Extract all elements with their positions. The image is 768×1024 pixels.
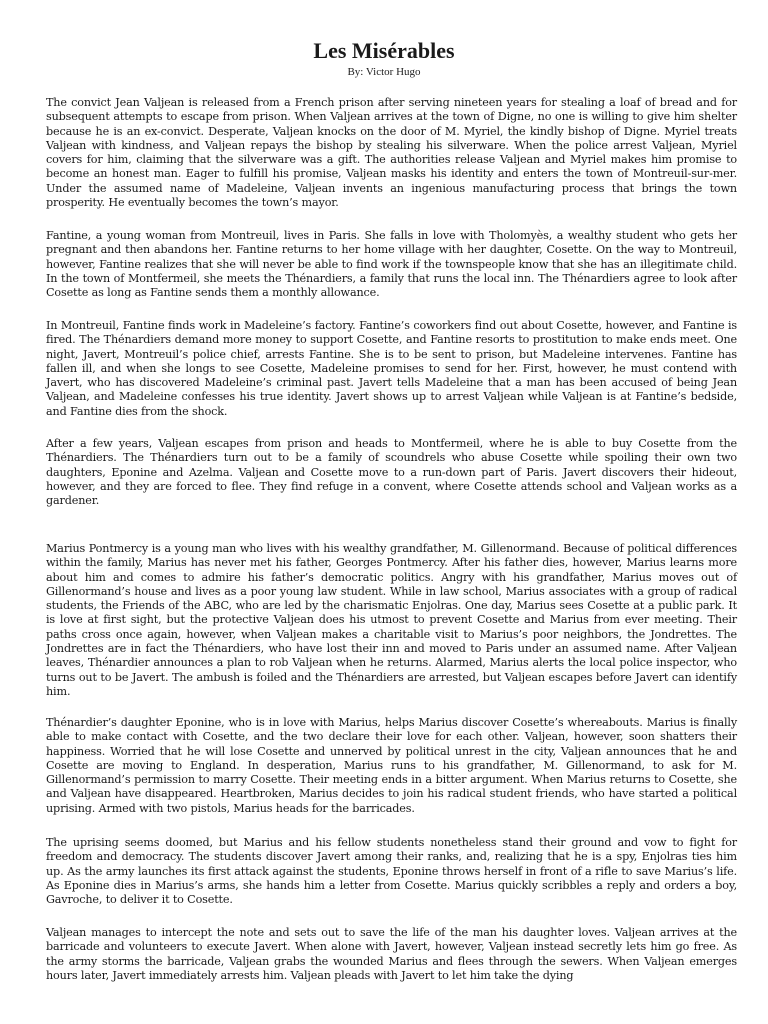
author-byline: By: Victor Hugo	[347, 66, 421, 78]
paragraph-2: Fantine, a young woman from Montreuil, lives in Paris. She falls in love with Tholomyès, a wealthy student who gets her pregnant and then abandons her. Fantine returns to her home village with her daughter, Cosette. On the way to Montreuil, however, Fantine realizes that she will never be able to find work if the townspeople know that she has an illegitimate child. In the town of Montfermeil, she meets the Thénardiers, a family that runs the local inn. The Thénardiers agree to look after Cosette as long as Fantine sends them a monthly allowance.	[46, 229, 737, 300]
paragraph-4: After a few years, Valjean escapes from prison and heads to Montfermeil, where he is able to buy Cosette from the Thénardiers. The Thénardiers turn out to be a family of scoundrels who abuse Cosette while spoiling their own two daughters, Eponine and Azelma. Valjean and Cosette move to a run-down part of Paris. Javert discovers their hideout, however, and they are forced to flee. They find refuge in a convent, where Cosette attends school and Valjean works as a gardener.	[46, 437, 737, 508]
paragraph-7: The uprising seems doomed, but Marius and his fellow students nonetheless stand their ground and vow to fight for freedom and democracy. The students discover Javert among their ranks, and, realizing that he is a spy, Enjolras ties him up. As the army launches its first attack against the students, Eponine throws herself in front of a rifle to save Marius’s life. As Eponine dies in Marius’s arms, she hands him a letter from Cosette. Marius quickly scribbles a reply and orders a boy, Gavroche, to deliver it to Cosette.	[46, 836, 737, 907]
paragraph-8: Valjean manages to intercept the note and sets out to save the life of the man his daughter loves. Valjean arrives at the barricade and volunteers to execute Javert. When alone with Javert, however, Valjean instead secretly lets him go free. As the army storms the barricade, Valjean grabs the wounded Marius and flees through the sewers. When Valjean emerges hours later, Javert immediately arrests him. Valjean pleads with Javert to let him take the dying	[46, 926, 737, 982]
paragraph-1: The convict Jean Valjean is released from a French prison after serving nineteen years for stealing a loaf of bread and for subsequent attempts to escape from prison. When Valjean arrives at the town of Digne, no one is willing to give him shelter because he is an ex-convict. Desperate, Valjean knocks on the door of M. Myriel, the kindly bishop of Digne. Myriel treats Valjean with kindness, and Valjean repays the bishop by stealing his silverware. When the police arrest Valjean, Myriel covers for him, claiming that the silverware was a gift. The authorities release Valjean and Myriel makes him promise to become an honest man. Eager to fulfill his promise, Valjean masks his identity and enters the town of Montreuil-sur-mer. Under the assumed name of Madeleine, Valjean invents an ingenious manufacturing process that brings the town prosperity. He eventually becomes the town’s mayor.	[46, 96, 737, 210]
paragraph-6: Thénardier’s daughter Eponine, who is in love with Marius, helps Marius discover Cosette’s whereabouts. Marius is finally able to make contact with Cosette, and the two declare their love for each other. Valjean, however, soon shatters their happiness. Worried that he will lose Cosette and unnerved by political unrest in the city, Valjean announces that he and Cosette are moving to England. In desperation, Marius runs to his grandfather, M. Gillenormand, to ask for M. Gillenormand’s permission to marry Cosette. Their meeting ends in a bitter argument. When Marius returns to Cosette, she and Valjean have disappeared. Heartbroken, Marius decides to join his radical student friends, who have started a political uprising. Armed with two pistols, Marius heads for the barricades.	[46, 716, 737, 815]
paragraph-3: In Montreuil, Fantine finds work in Madeleine’s factory. Fantine’s coworkers find out about Cosette, however, and Fantine is fired. The Thénardiers demand more money to support Cosette, and Fantine resorts to prostitution to make ends meet. One night, Javert, Montreuil’s police chief, arrests Fantine. She is to be sent to prison, but Madeleine intervenes. Fantine has fallen ill, and when she longs to see Cosette, Madeleine promises to send for her. First, however, he must contend with Javert, who has discovered Madeleine’s criminal past. Javert tells Madeleine that a man has been accused of being Jean Valjean, and Madeleine confesses his true identity. Javert shows up to arrest Valjean while Valjean is at Fantine’s bedside, and Fantine dies from the shock.	[46, 319, 737, 418]
paragraph-5: Marius Pontmercy is a young man who lives with his wealthy grandfather, M. Gillenormand. Because of political differences within the family, Marius has never met his father, Georges Pontmercy. After his father dies, however, Marius learns more about him and comes to admire his father’s democratic politics. Angry with his grandfather, Marius moves out of Gillenormand’s house and lives as a poor young law student. While in law school, Marius associates with a group of radical students, the Friends of the ABC, who are led by the charismatic Enjolras. One day, Marius sees Cosette at a public park. It is love at first sight, but the protective Valjean does his utmost to prevent Cosette and Marius from ever meeting. Their paths cross once again, however, when Valjean makes a charitable visit to Marius’s poor neighbors, the Jondrettes. The Jondrettes are in fact the Thénardiers, who have lost their inn and moved to Paris under an assumed name. After Valjean leaves, Thénardier announces a plan to rob Valjean when he returns. Alarmed, Marius alerts the local police inspector, who turns out to be Javert. The ambush is foiled and the Thénardiers are arrested, but Valjean escapes before Javert can identify him.	[46, 542, 737, 698]
document-title: Les Misérables	[313, 38, 455, 63]
